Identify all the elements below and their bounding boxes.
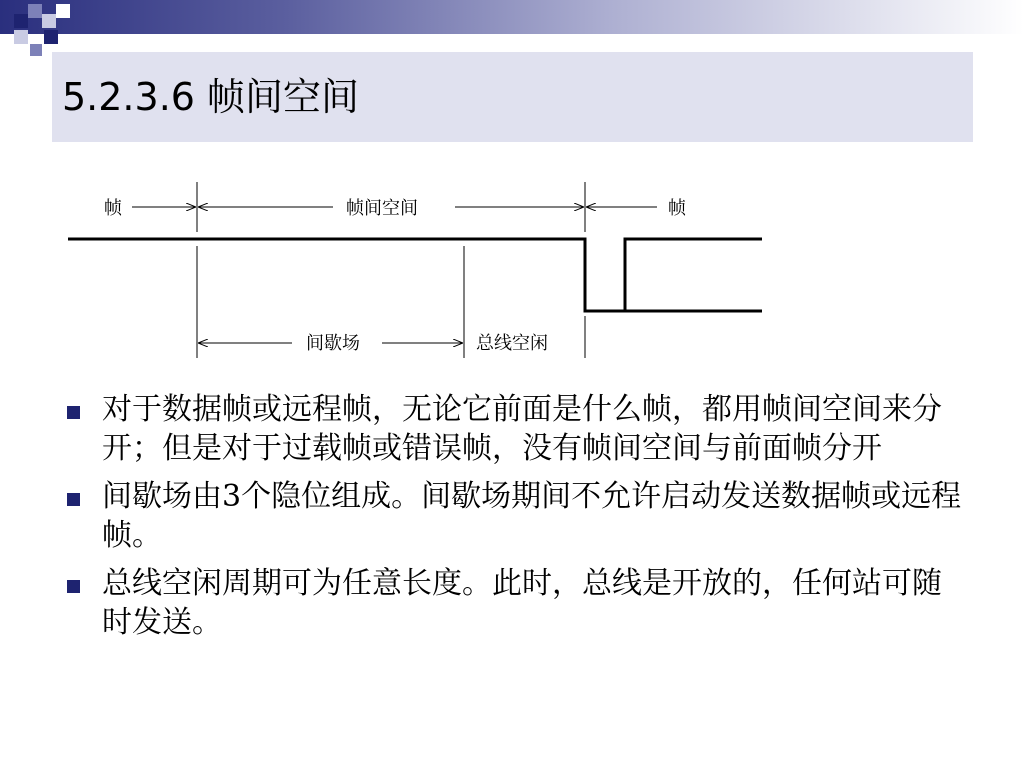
square-bullet-icon bbox=[67, 493, 80, 506]
bullet-item bbox=[62, 390, 962, 468]
bullet-text: 对于数据帧或远程帧，无论它前面是什么帧，都用帧间空间来分开；但是对于过载帧或错误帧，没有帧间空间与前面帧分开 bbox=[102, 392, 942, 466]
bus-idle-label: 总线空闲 bbox=[476, 333, 548, 354]
bus-signal-waveform bbox=[68, 239, 762, 311]
intermission-label: 间歇场 bbox=[306, 333, 360, 354]
frame-right-label: 帧 bbox=[668, 198, 686, 219]
bullet-text: 间歇场由3个隐位组成。间歇场期间不允许启动发送数据帧或远程帧。 bbox=[102, 479, 962, 553]
bullet-text: 总线空闲周期可为任意长度。此时，总线是开放的，任何站可随时发送。 bbox=[102, 566, 942, 640]
bullet-item bbox=[62, 564, 962, 642]
frame-left-label: 帧 bbox=[104, 198, 122, 219]
square-bullet-icon bbox=[67, 580, 80, 593]
bullet-item bbox=[62, 477, 962, 555]
square-bullet-icon bbox=[67, 406, 80, 419]
bus-signal-recessive bbox=[625, 239, 762, 311]
bullet-list bbox=[62, 390, 962, 651]
interframe-label: 帧间空间 bbox=[346, 198, 418, 219]
slide-title: 5.2.3.6 帧间空间 bbox=[62, 75, 360, 119]
